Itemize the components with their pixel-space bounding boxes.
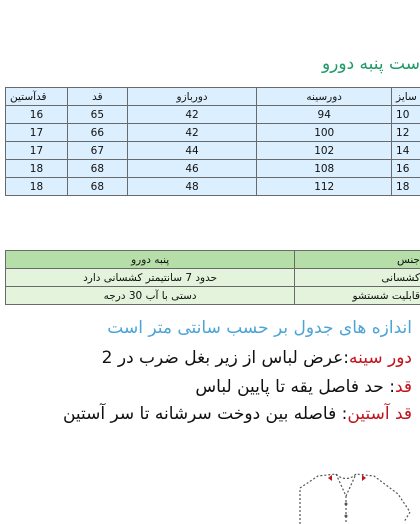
table-cell: 68 [67, 160, 127, 178]
table-cell: 68 [67, 178, 127, 196]
material-value: پنبه دورو [6, 251, 295, 269]
washing-value: دستی با آب 30 درجه [6, 287, 295, 305]
table-cell: 16 [392, 160, 420, 178]
material-info-table [5, 250, 420, 305]
table-cell: 102 [257, 142, 392, 160]
header-length: قد [67, 88, 127, 106]
header-arm: دوربازو [127, 88, 257, 106]
table-row [6, 124, 420, 142]
table-cell: 67 [67, 142, 127, 160]
table-cell: 108 [257, 160, 392, 178]
definition-sleeve [0, 404, 412, 424]
header-size: سایز [392, 88, 420, 106]
table-cell: 65 [67, 106, 127, 124]
table-row [6, 142, 420, 160]
size-table [5, 87, 420, 196]
table-cell: 94 [257, 106, 392, 124]
table-row [6, 269, 420, 287]
measure-marker-icon [328, 475, 366, 481]
definition-text: :عرض لباس از زیر بغل ضرب در 2 [101, 348, 349, 368]
elasticity-value: حدود 7 سانتیمتر کشسانی دارد [6, 269, 295, 287]
table-row [6, 106, 420, 124]
table-cell: 100 [257, 124, 392, 142]
header-chest: دورسینه [257, 88, 392, 106]
table-row [6, 178, 420, 196]
page-title: ست پنبه دورو [321, 54, 420, 74]
info-header-row [6, 251, 420, 269]
table-cell: 66 [67, 124, 127, 142]
table-cell: 10 [392, 106, 420, 124]
table-cell: 18 [392, 178, 420, 196]
table-cell: 42 [127, 124, 257, 142]
shirt-measurement-illustration [0, 434, 420, 524]
table-cell: 16 [6, 106, 68, 124]
washing-key: قابلیت شستشو [295, 287, 420, 305]
definition-text: : فاصله بین دوخت سرشانه تا سر آستین [62, 404, 348, 424]
units-note: اندازه های جدول بر حسب سانتی متر است [107, 318, 412, 338]
definition-text: : حد فاصل یقه تا پایین لباس [195, 377, 395, 397]
header-sleeve-length: قدآستین [6, 88, 68, 106]
definition-label: قد [394, 377, 412, 397]
table-cell: 17 [6, 142, 68, 160]
table-row [6, 287, 420, 305]
table-cell: 17 [6, 124, 68, 142]
table-cell: 12 [392, 124, 420, 142]
table-cell: 18 [6, 178, 68, 196]
definition-label: قد آستین [347, 404, 412, 424]
definition-label: دور سینه [348, 348, 412, 368]
material-key: جنس [295, 251, 420, 269]
table-cell: 44 [127, 142, 257, 160]
elasticity-key: کشسانی [295, 269, 420, 287]
table-cell: 46 [127, 160, 257, 178]
table-cell: 48 [127, 178, 257, 196]
table-cell: 18 [6, 160, 68, 178]
table-cell: 14 [392, 142, 420, 160]
table-cell: 42 [127, 106, 257, 124]
shirt-outline-icon [300, 474, 410, 524]
size-table-header-row [6, 88, 420, 106]
table-cell: 112 [257, 178, 392, 196]
definition-chest [0, 348, 412, 368]
definition-length [0, 377, 412, 397]
table-row [6, 160, 420, 178]
